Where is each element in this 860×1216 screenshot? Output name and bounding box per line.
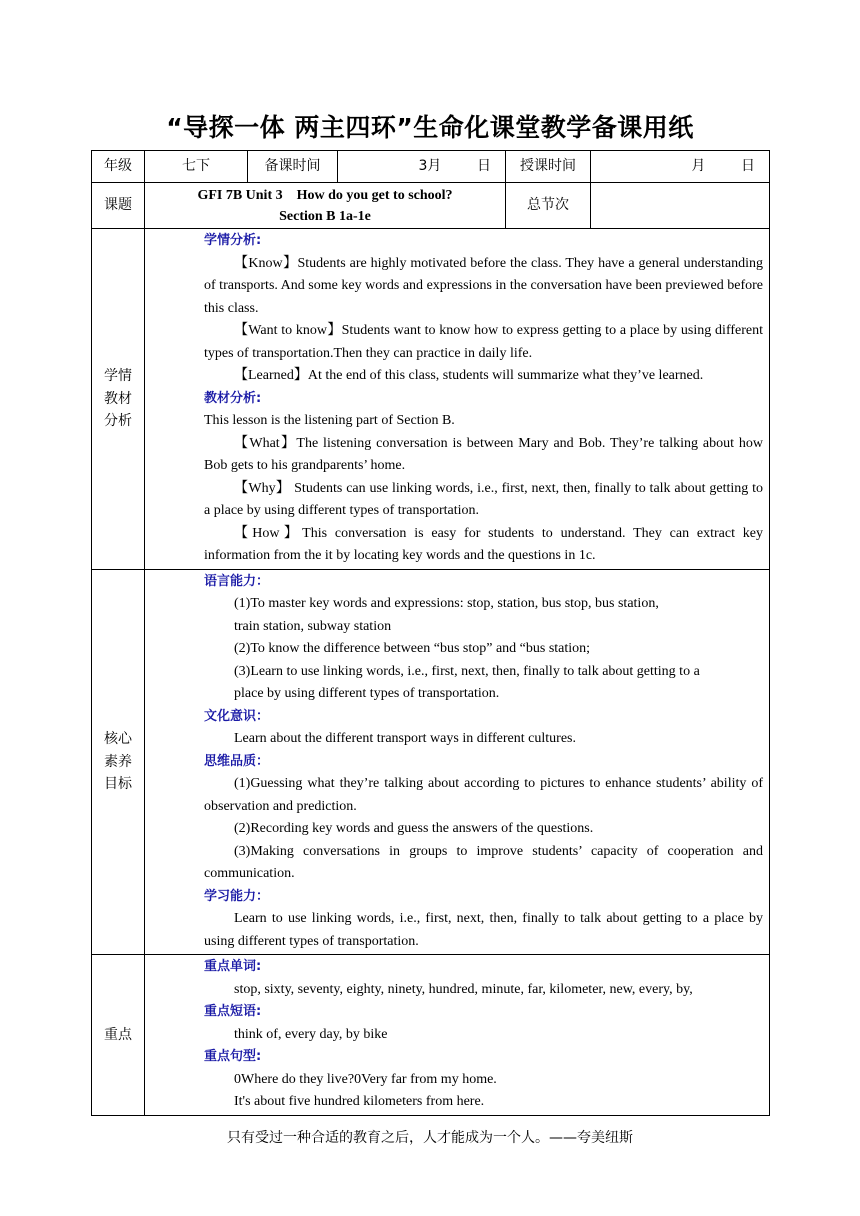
topic-line-2: Section B 1a-1e — [279, 208, 371, 224]
content-paragraph: (1)Guessing what they’re talking about according to pictures to enhance students’ ability of observation and prediction. — [204, 776, 763, 814]
topic-label: 课题 — [92, 183, 145, 229]
core-literacy-label-line: 目标 — [104, 776, 132, 792]
analysis-label-line: 教材 — [104, 390, 132, 407]
content-paragraph: (3)Making conversations in groups to improve students’ capacity of cooperation and communication. — [204, 843, 763, 881]
content-paragraph: Learn to use linking words, i.e., first, next, then, finally to talk about getting to a place by using different types of transportation. — [204, 911, 763, 949]
content-paragraph: 【How】This conversation is easy for students to understand. They can extract key information from the it by locating key words and the questions in 1c. — [204, 525, 763, 563]
content-paragraph: 0Where do they live?0Very far from my home. — [234, 1071, 497, 1087]
key-points-content — [145, 955, 770, 1116]
content-paragraph: think of, every day, by bike — [234, 1026, 388, 1042]
section-heading: 语言能力： — [204, 573, 270, 589]
total-sessions-label: 总节次 — [506, 183, 591, 229]
content-paragraph: place by using different types of transportation. — [234, 686, 500, 701]
content-paragraph: Learn about the different transport ways in different cultures. — [234, 731, 576, 746]
core-literacy-label-line: 核心 — [104, 731, 132, 747]
core-literacy-label-line: 素养 — [104, 753, 132, 770]
section-heading: 教材分析: — [204, 390, 262, 406]
analysis-content — [145, 229, 770, 570]
content-paragraph: 【What】The listening conversation is between Mary and Bob. They’re talking about how Bob gets to his grandparents’ home. — [204, 435, 763, 473]
teach-time-value: 月 日 — [591, 151, 770, 183]
grade-label: 年级 — [92, 151, 145, 183]
content-paragraph: train station, subway station — [234, 618, 392, 634]
teach-time-label: 授课时间 — [506, 151, 591, 183]
key-points-label-line: 重点 — [104, 1026, 132, 1043]
analysis-label — [92, 229, 145, 570]
content-paragraph: (2)Recording key words and guess the answers of the questions. — [234, 821, 594, 836]
content-paragraph: stop, sixty, seventy, eighty, ninety, hundred, minute, far, kilometer, new, every, by, — [234, 981, 693, 997]
core-literacy-row — [92, 569, 770, 955]
grade-value: 七下 — [145, 151, 248, 183]
total-sessions-value — [591, 183, 770, 229]
content-paragraph: 【Why】 Students can use linking words, i.e., first, next, then, finally to talk about getting to a place by using different types of transportation. — [204, 480, 763, 518]
prep-time-label: 备课时间 — [248, 151, 338, 183]
analysis-row — [92, 229, 770, 570]
topic-line-1: GFI 7B Unit 3 How do you get to school? — [197, 187, 453, 203]
section-heading: 重点短语: — [204, 1004, 262, 1019]
section-heading: 学情分析: — [204, 233, 262, 248]
page-title: “导探一体 两主四环”生命化课堂教学备课用纸 — [166, 113, 694, 142]
topic-value — [145, 183, 506, 229]
content-paragraph: (3)Learn to use linking words, i.e., first, next, then, finally to talk about getting to a — [234, 663, 700, 679]
analysis-label-line: 学情 — [104, 368, 132, 384]
content-paragraph: It's about five hundred kilometers from here. — [234, 1094, 485, 1109]
core-literacy-label — [92, 569, 145, 955]
core-literacy-content — [145, 569, 770, 955]
topic-row — [92, 183, 770, 229]
key-points-label — [92, 955, 145, 1116]
footer-quote: 只有受过一种合适的教育之后，人才能成为一个人。——夸美纽斯 — [227, 1130, 633, 1146]
section-heading: 重点单词: — [204, 959, 262, 974]
prep-time-value: 3月 日 — [338, 151, 506, 183]
content-paragraph: This lesson is the listening part of Section B. — [204, 413, 455, 428]
lesson-plan-table — [91, 150, 770, 1116]
content-paragraph: 【Learned】At the end of this class, students will summarize what they’ve learned. — [234, 368, 704, 383]
content-paragraph: (1)To master key words and expressions: stop, station, bus stop, bus station, — [234, 596, 659, 611]
content-paragraph: (2)To know the difference between “bus stop” and “bus station; — [234, 641, 591, 656]
section-heading: 重点句型: — [204, 1049, 262, 1064]
analysis-label-line: 分析 — [104, 413, 132, 429]
section-heading: 学习能力： — [204, 888, 270, 904]
content-paragraph: 【Know】Students are highly motivated before the class. They have a general understanding of transports. And some key words and expressions in the conversation have been previewed before this class. — [204, 255, 763, 316]
info-row — [92, 151, 770, 183]
key-points-row — [92, 955, 770, 1116]
content-paragraph: 【Want to know】Students want to know how to express getting to a place by using different types of transportation.Then they can practice in daily life. — [204, 323, 763, 361]
section-heading: 思维品质： — [204, 753, 270, 769]
section-heading: 文化意识： — [204, 708, 270, 724]
